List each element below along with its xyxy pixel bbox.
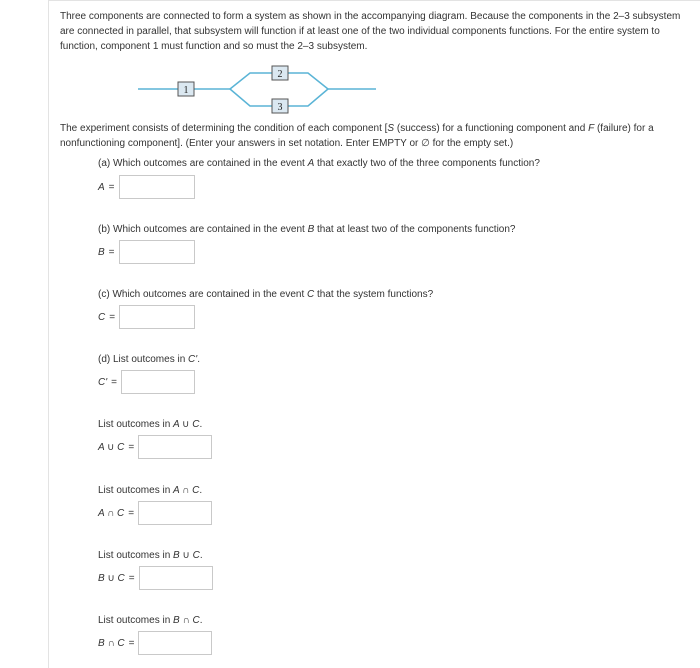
answer-row-a-union-c [98, 434, 212, 460]
equals-sign: = [111, 376, 117, 388]
answer-a-union-c-input[interactable] [138, 435, 212, 459]
answer-b-intersect-c-input[interactable] [138, 631, 212, 655]
answer-b-input[interactable] [119, 240, 195, 264]
instructions-paragraph: The experiment consists of determining the condition of each component [S (success) for a functioning component and F (failure) for a nonfunctioning component]. (Enter your answers in set notation. Enter EMPTY or ∅ for the empty set.) [60, 123, 654, 149]
answer-b-union-c-label: B ∪ C [98, 572, 125, 584]
answer-row-a [98, 174, 195, 200]
answer-c-input[interactable] [119, 305, 195, 329]
component-1-label: 1 [183, 85, 189, 96]
answer-c-complement-label: C' [98, 376, 108, 388]
answer-c-label: C [98, 311, 106, 323]
component-2-box [272, 66, 288, 80]
question-a-intersect-c: List outcomes in A ∩ C. [98, 485, 203, 496]
answer-a-label: A [98, 181, 105, 193]
question-d: (d) List outcomes in C'. [98, 354, 200, 365]
question-b-intersect-c: List outcomes in B ∩ C. [98, 615, 203, 626]
answer-row-d [98, 369, 195, 395]
question-b: (b) Which outcomes are contained in the event B that at least two of the components function? [98, 224, 516, 235]
equals-sign: = [109, 311, 116, 323]
equals-sign: = [128, 507, 135, 519]
answer-a-intersect-c-input[interactable] [138, 501, 212, 525]
answer-c-complement-input[interactable] [121, 370, 195, 394]
question-a-union-c: List outcomes in A ∪ C. [98, 419, 203, 430]
component-3-box [272, 99, 288, 113]
equals-sign: = [128, 572, 135, 584]
question-c: (c) Which outcomes are contained in the event C that the system functions? [98, 289, 434, 300]
system-diagram [138, 62, 378, 114]
component-2-label: 2 [277, 69, 283, 80]
answer-b-union-c-input[interactable] [139, 566, 213, 590]
diagram-wires [138, 73, 376, 106]
answer-b-label: B [98, 246, 105, 258]
equals-sign: = [108, 181, 115, 193]
question-a: (a) Which outcomes are contained in the event A that exactly two of the three components function? [98, 158, 540, 169]
question-b-union-c: List outcomes in B ∪ C. [98, 550, 203, 561]
equals-sign: = [108, 246, 115, 258]
answer-a-intersect-c-label: A ∩ C [98, 507, 125, 519]
answer-row-b [98, 239, 195, 265]
intro-paragraph: Three components are connected to form a system as shown in the accompanying diagram. Because the components in the 2–3 subsystem are connected in parallel, that subsystem will function if at least one of the two individual components functions. For the entire system to function, component 1 must function and so must the 2–3 subsystem. [60, 11, 681, 52]
answer-row-a-intersect-c [98, 500, 212, 526]
answer-row-b-intersect-c [98, 630, 212, 656]
equals-sign: = [128, 637, 135, 649]
answer-row-c [98, 304, 195, 330]
answer-row-b-union-c [98, 565, 213, 591]
component-3-label: 3 [277, 102, 283, 113]
answer-b-intersect-c-label: B ∩ C [98, 637, 125, 649]
component-1-box [178, 82, 194, 96]
answer-a-union-c-label: A ∪ C [98, 441, 125, 453]
equals-sign: = [128, 441, 135, 453]
answer-a-input[interactable] [119, 175, 195, 199]
